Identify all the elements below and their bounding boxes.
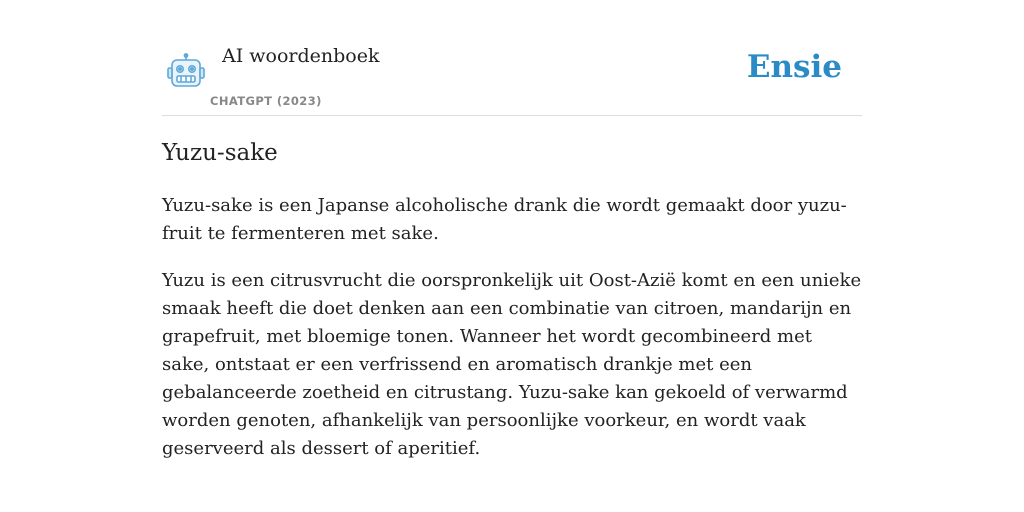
header: [162, 0, 862, 116]
source-label: CHATGPT (2023): [210, 94, 322, 108]
entry-paragraph-2: Yuzu is een citrusvrucht die oorspronkelijk uit Oost-Azië komt en een unieke smaak heeft die doet denken aan een combinatie van citroen, mandarijn en grapefruit, met bloemige tonen. Wanneer het wordt gecombineerd met sake, ontstaat er een verfrissend en aromatisch drankje met een gebalanceerde zoetheid en citrustang. Yuzu-sake kan gekoeld of verwarmd worden genoten, afhankelijk van persoonlijke voorkeur, en wordt vaak geserveerd als dessert of aperitief.: [162, 270, 862, 459]
entry-term: Yuzu-sake: [162, 140, 278, 166]
page-container: [162, 0, 862, 459]
robot-icon: [166, 53, 206, 89]
entry-paragraph-1: Yuzu-sake is een Japanse alcoholische drank die wordt gemaakt door yuzu-fruit te fermenteren met sake.: [162, 195, 847, 244]
dictionary-title[interactable]: AI woordenboek: [222, 45, 380, 67]
brand-logo[interactable]: Ensie: [746, 49, 842, 85]
